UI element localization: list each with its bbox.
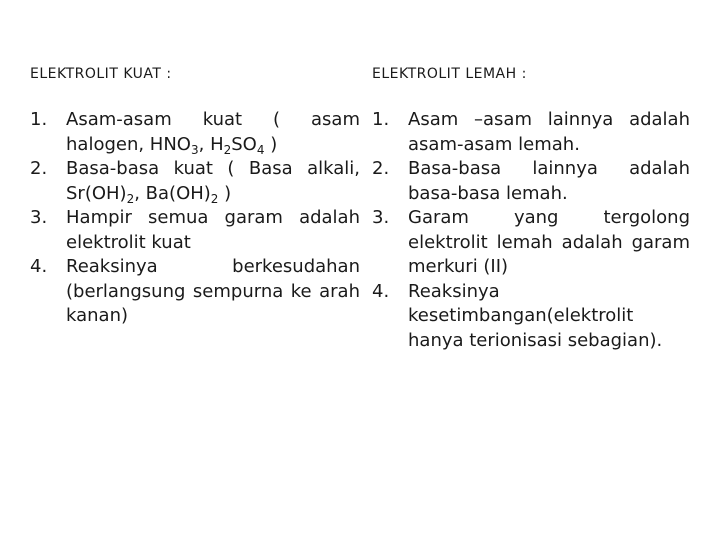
item-text: ) <box>218 182 232 204</box>
subscript: 4 <box>256 142 265 157</box>
heading-weak-electrolyte: ELEKTROLIT LEMAH : <box>372 66 527 82</box>
list-item <box>30 157 360 206</box>
heading-strong-electrolyte: ELEKTROLIT KUAT : <box>30 66 172 82</box>
item-text: Asam-asam kuat ( asam halogen, HNO <box>66 109 360 155</box>
list-item <box>372 108 690 157</box>
item-number: 2. <box>372 158 390 179</box>
item-text: Basa-basa kuat ( Basa alkali, Sr(OH) <box>66 158 360 204</box>
item-number: 2. <box>30 158 48 179</box>
item-number: 1. <box>372 109 390 130</box>
strong-electrolyte-list <box>30 108 360 329</box>
item-text: ) <box>264 133 278 155</box>
item-text: , Ba(OH) <box>134 182 211 204</box>
subscript: 2 <box>126 191 135 206</box>
list-item <box>30 108 360 157</box>
subscript: 3 <box>190 142 199 157</box>
weak-electrolyte-list <box>372 108 690 353</box>
item-number: 1. <box>30 109 48 130</box>
item-text: Reaksinya berkesudahan (berlangsung sempurna ke arah kanan) <box>66 256 360 326</box>
subscript: 2 <box>223 142 232 157</box>
item-text: Basa-basa lainnya adalah basa-basa lemah. <box>408 158 690 204</box>
item-text: Hampir semua garam adalah elektrolit kuat <box>66 207 360 253</box>
item-number: 3. <box>30 207 48 228</box>
item-number: 4. <box>30 256 48 277</box>
item-number: 3. <box>372 207 390 228</box>
item-text: Reaksinya kesetimbangan(elektrolit hanya terionisasi sebagian). <box>408 280 663 351</box>
subscript: 2 <box>210 191 219 206</box>
list-item <box>30 206 360 255</box>
list-item <box>372 206 690 280</box>
list-item <box>372 157 690 206</box>
list-item <box>30 255 360 329</box>
item-text: Garam yang tergolong elektrolit lemah adalah garam merkuri (II) <box>408 207 690 277</box>
item-text: Asam –asam lainnya adalah asam-asam lemah. <box>408 109 690 155</box>
item-number: 4. <box>372 280 390 302</box>
item-text: SO <box>231 133 257 155</box>
item-text: , H <box>198 133 224 155</box>
list-item <box>372 280 690 354</box>
